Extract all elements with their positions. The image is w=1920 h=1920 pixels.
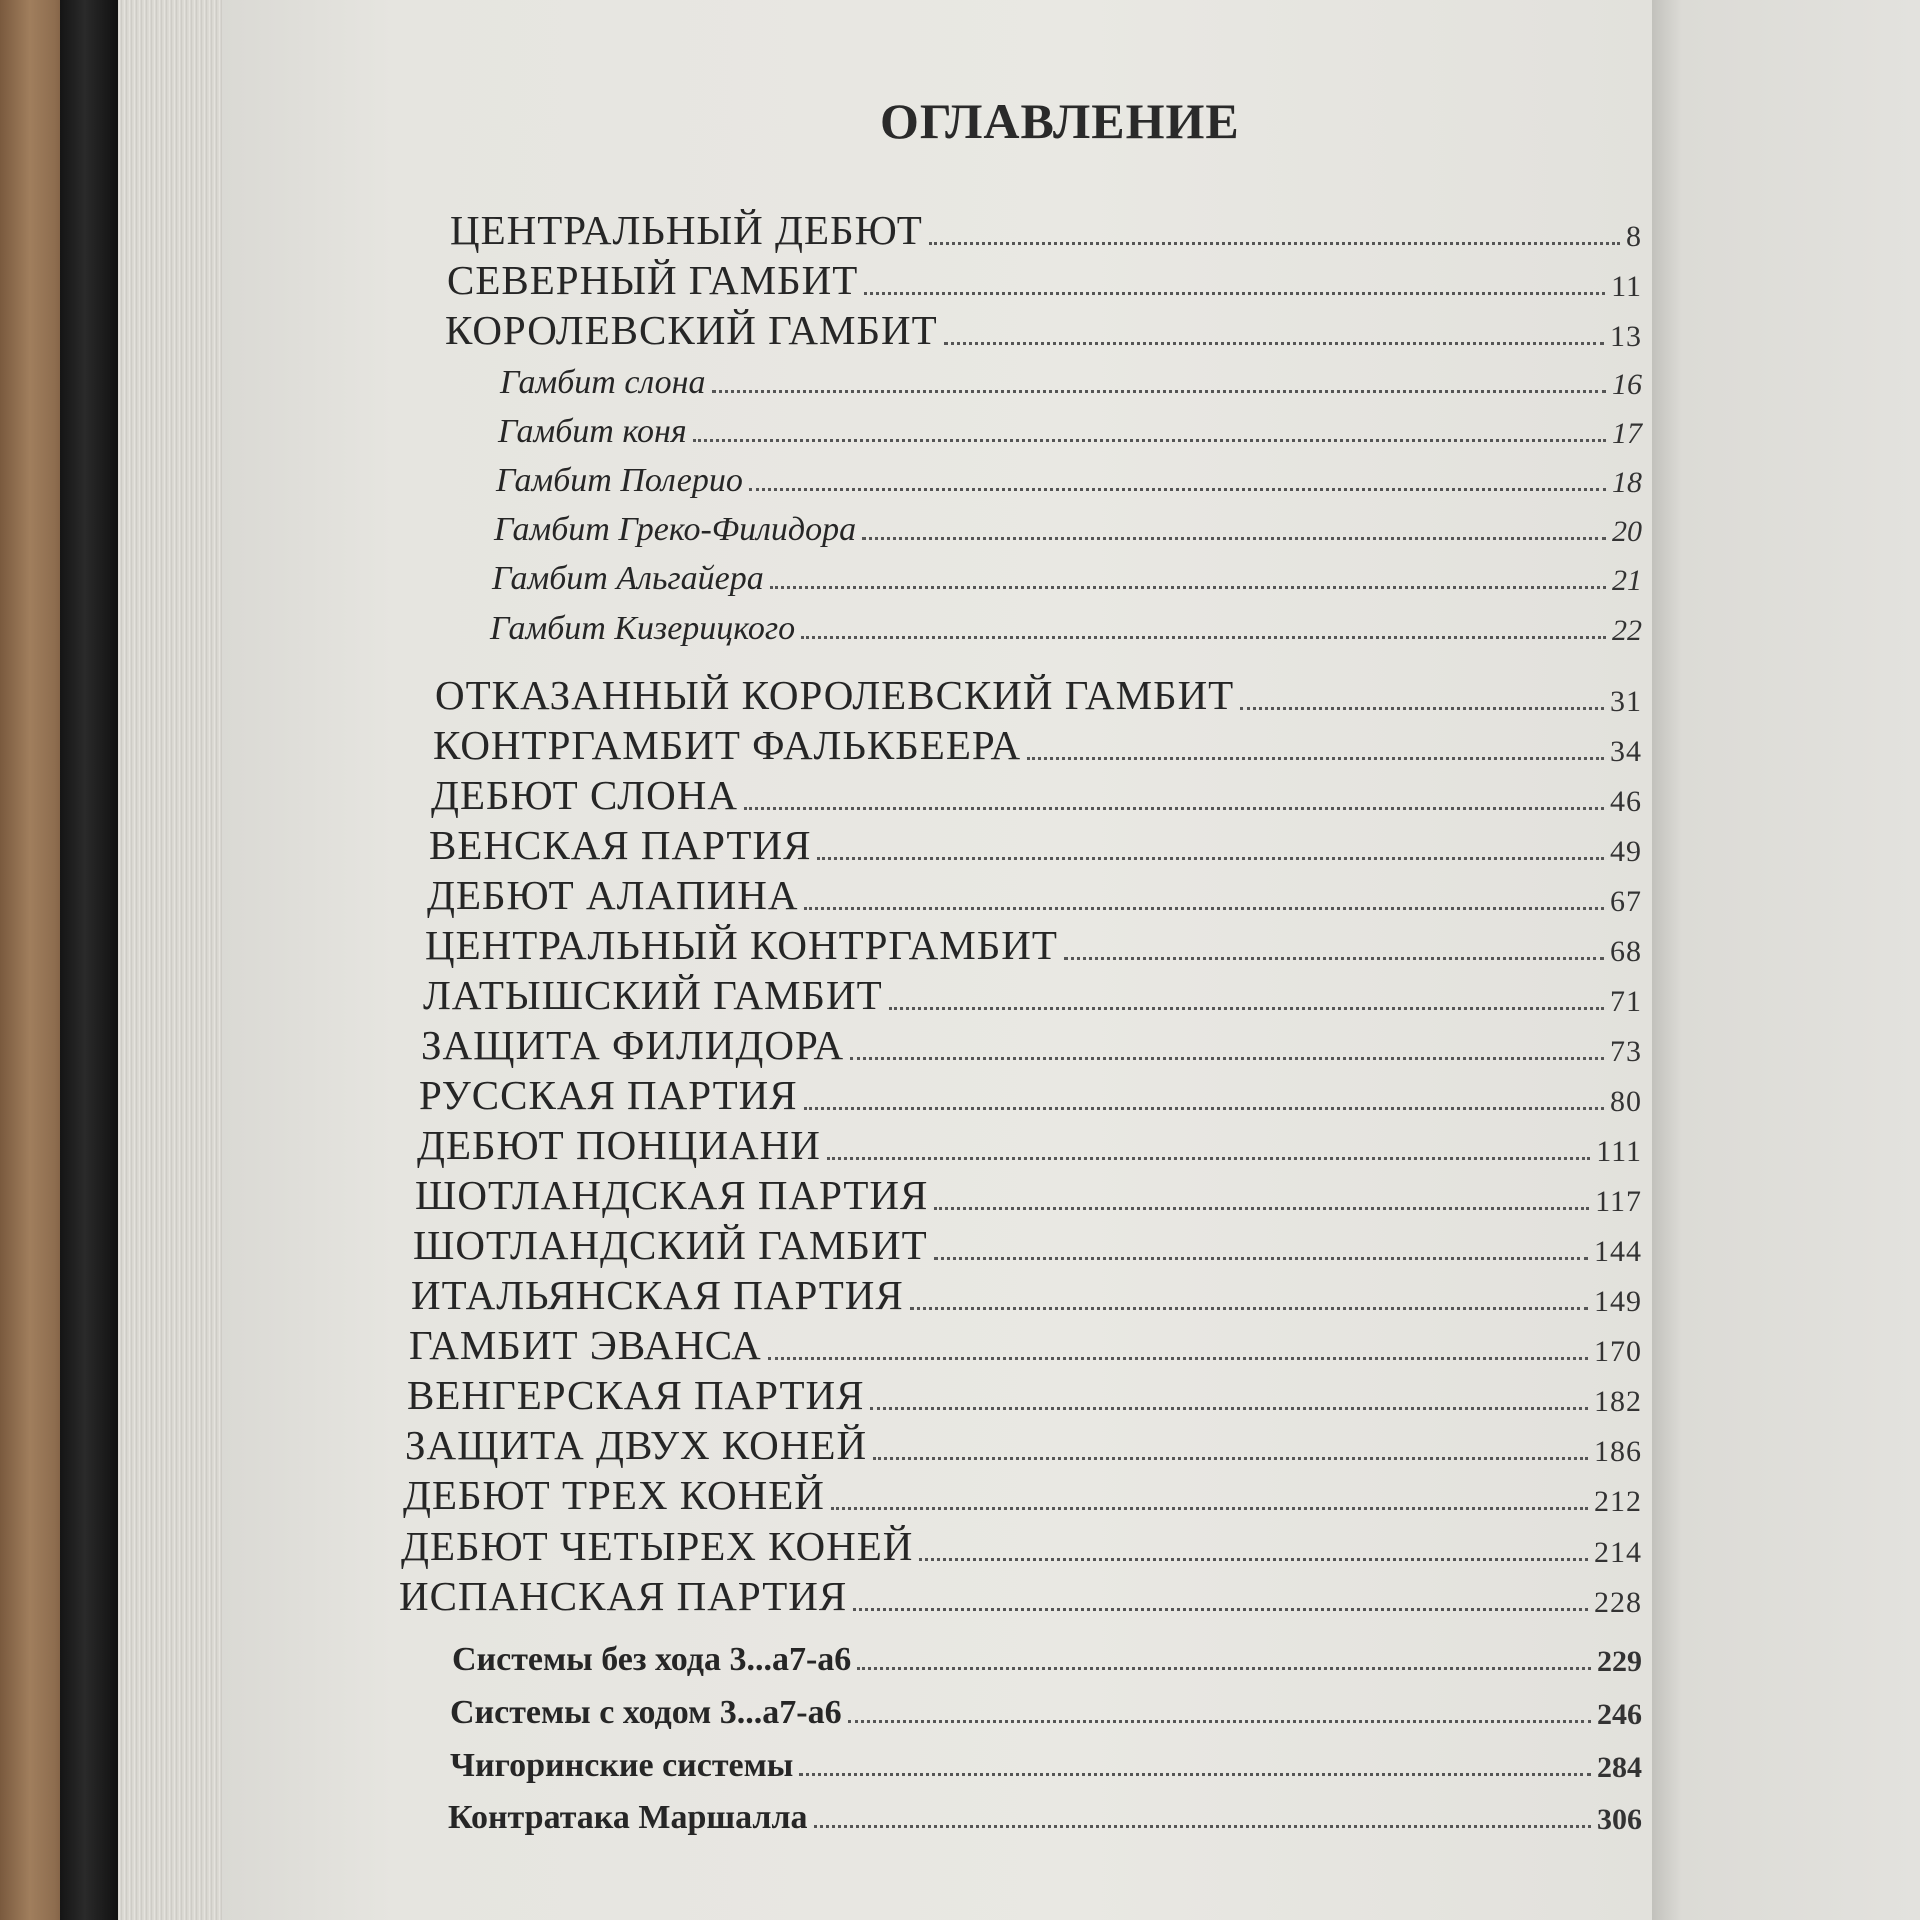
dot-leader xyxy=(889,1007,1604,1010)
toc-entry-title: ДЕБЮТ ТРЕХ КОНЕЙ xyxy=(403,1472,825,1518)
toc-entry xyxy=(450,1680,1642,1732)
toc-entry-page-number: 186 xyxy=(1594,1435,1642,1468)
toc-entry xyxy=(447,252,1642,304)
dot-leader xyxy=(944,342,1604,345)
dot-leader xyxy=(814,1825,1591,1828)
dot-leader xyxy=(770,586,1606,589)
toc-entry xyxy=(431,767,1642,819)
dot-leader xyxy=(853,1608,1588,1611)
toc-entry xyxy=(401,1518,1642,1570)
toc-entry-page-number: 212 xyxy=(1594,1485,1642,1518)
toc-entry-title: ИСПАНСКАЯ ПАРТИЯ xyxy=(399,1573,848,1619)
toc-entry-title: ОТКАЗАННЫЙ КОРОЛЕВСКИЙ ГАМБИТ xyxy=(435,672,1235,718)
toc-entry-title: Гамбит Полерио xyxy=(496,462,743,499)
toc-entry xyxy=(427,867,1642,919)
toc-entry-title: ДЕБЮТ СЛОНА xyxy=(431,772,738,818)
toc-entry-title: СЕВЕРНЫЙ ГАМБИТ xyxy=(447,257,859,303)
dot-leader xyxy=(804,1107,1604,1110)
dot-leader xyxy=(870,1407,1588,1410)
dot-leader xyxy=(744,807,1604,810)
toc-entry xyxy=(492,546,1642,598)
dot-leader xyxy=(862,537,1606,540)
dot-leader xyxy=(848,1720,1591,1723)
toc-entry-page-number: 11 xyxy=(1611,270,1642,303)
dot-leader xyxy=(768,1357,1588,1360)
toc-entry xyxy=(417,1117,1642,1169)
toc-entry xyxy=(429,817,1642,869)
toc-entry xyxy=(494,497,1642,549)
toc-entry-title: ИТАЛЬЯНСКАЯ ПАРТИЯ xyxy=(411,1272,904,1318)
toc-entry-title: Гамбит коня xyxy=(498,413,687,450)
toc-entry-title: Гамбит слона xyxy=(500,364,706,401)
toc-entry xyxy=(500,350,1642,402)
toc-entry-title: ЗАЩИТА ФИЛИДОРА xyxy=(421,1022,845,1068)
page-title: ОГЛАВЛЕНИЕ xyxy=(880,93,1240,149)
toc-entry xyxy=(490,596,1642,648)
toc-entry-title: ШОТЛАНДСКАЯ ПАРТИЯ xyxy=(415,1172,929,1218)
dot-leader xyxy=(1027,757,1604,760)
toc-entry-title: КОРОЛЕВСКИЙ ГАМБИТ xyxy=(445,307,938,353)
toc-entry-page-number: 18 xyxy=(1612,466,1642,499)
toc-entry-title: ЦЕНТРАЛЬНЫЙ ДЕБЮТ xyxy=(450,207,923,253)
toc-entry-page-number: 16 xyxy=(1612,368,1642,401)
toc-entry-title: РУССКАЯ ПАРТИЯ xyxy=(419,1072,798,1118)
toc-entry xyxy=(445,302,1642,354)
dot-leader xyxy=(873,1457,1588,1460)
toc-entry-page-number: 144 xyxy=(1594,1235,1642,1268)
toc-entry xyxy=(405,1417,1642,1469)
toc-entry xyxy=(450,1733,1642,1785)
toc-entry-title: ДЕБЮТ ЧЕТЫРЕХ КОНЕЙ xyxy=(401,1523,914,1569)
dot-leader xyxy=(827,1157,1590,1160)
toc-entry-page-number: 306 xyxy=(1597,1803,1642,1836)
toc-entry-page-number: 246 xyxy=(1597,1698,1642,1731)
dot-leader xyxy=(850,1057,1604,1060)
dot-leader xyxy=(712,390,1606,393)
toc-entry-page-number: 284 xyxy=(1597,1751,1642,1784)
toc-entry-page-number: 170 xyxy=(1594,1335,1642,1368)
toc-entry-title: Гамбит Кизерицкого xyxy=(490,610,796,647)
toc-entry-title: Чигоринские системы xyxy=(450,1747,794,1784)
dot-leader xyxy=(749,488,1606,491)
dot-leader xyxy=(929,242,1620,245)
dot-leader xyxy=(801,636,1606,639)
toc-entry-page-number: 22 xyxy=(1612,614,1642,647)
toc-entry-page-number: 21 xyxy=(1612,564,1642,597)
toc-entry-page-number: 13 xyxy=(1610,320,1642,353)
toc-entry xyxy=(419,1067,1642,1119)
dot-leader xyxy=(910,1307,1588,1310)
toc-entry-title: Гамбит Греко-Филидора xyxy=(494,511,857,548)
toc-entry-title: Гамбит Альгайера xyxy=(492,560,764,597)
toc-entry xyxy=(403,1467,1642,1519)
toc-entry-page-number: 67 xyxy=(1610,885,1642,918)
toc-entry xyxy=(498,399,1642,451)
toc-entry-page-number: 228 xyxy=(1594,1586,1642,1619)
dot-leader xyxy=(864,292,1605,295)
toc-entry-title: Контратака Маршалла xyxy=(448,1799,808,1836)
dot-leader xyxy=(804,907,1604,910)
toc-entry xyxy=(399,1568,1642,1620)
toc-entry-page-number: 49 xyxy=(1610,835,1642,868)
dot-leader xyxy=(831,1507,1588,1510)
toc-entry xyxy=(496,448,1642,500)
toc-entry-page-number: 17 xyxy=(1612,417,1642,450)
toc-entry-page-number: 68 xyxy=(1610,935,1642,968)
toc-entry xyxy=(435,667,1642,719)
toc-entry-title: Системы с ходом 3...а7-а6 xyxy=(450,1694,842,1731)
toc-entry-page-number: 71 xyxy=(1610,985,1642,1018)
toc-entry xyxy=(433,717,1642,769)
toc-entry xyxy=(450,202,1642,254)
toc-entry xyxy=(415,1167,1642,1219)
toc-entry xyxy=(411,1267,1642,1319)
toc-entry xyxy=(448,1785,1642,1837)
toc-entry-title: ДЕБЮТ ПОНЦИАНИ xyxy=(417,1122,821,1168)
toc-entry xyxy=(407,1367,1642,1419)
dot-leader xyxy=(799,1773,1591,1776)
toc-entry-title: ЦЕНТРАЛЬНЫЙ КОНТРГАМБИТ xyxy=(425,922,1058,968)
dot-leader xyxy=(1064,957,1604,960)
toc-entry-page-number: 182 xyxy=(1594,1385,1642,1418)
toc-entry-page-number: 229 xyxy=(1597,1645,1642,1678)
toc-entry xyxy=(421,1017,1642,1069)
toc-entry-title: ГАМБИТ ЭВАНСА xyxy=(409,1322,762,1368)
toc-entry-title: ВЕНСКАЯ ПАРТИЯ xyxy=(429,822,812,868)
toc-entry-page-number: 46 xyxy=(1610,785,1642,818)
dot-leader xyxy=(934,1257,1588,1260)
dot-leader xyxy=(693,439,1606,442)
dot-leader xyxy=(919,1558,1588,1561)
toc-entry-page-number: 111 xyxy=(1596,1135,1642,1168)
dot-leader xyxy=(857,1667,1591,1670)
toc-entry-page-number: 80 xyxy=(1610,1085,1642,1118)
toc-entry-page-number: 214 xyxy=(1594,1536,1642,1569)
dot-leader xyxy=(817,857,1604,860)
dot-leader xyxy=(1240,707,1604,710)
toc-entry-title: ВЕНГЕРСКАЯ ПАРТИЯ xyxy=(407,1372,865,1418)
toc-entry-page-number: 8 xyxy=(1626,220,1642,253)
toc-entry-page-number: 20 xyxy=(1612,515,1642,548)
toc-entry-page-number: 149 xyxy=(1594,1285,1642,1318)
toc-entry-title: Системы без хода 3...а7-а6 xyxy=(452,1641,852,1678)
toc-entry-page-number: 34 xyxy=(1610,735,1642,768)
toc-entry xyxy=(409,1317,1642,1369)
dot-leader xyxy=(934,1207,1589,1210)
toc-entry xyxy=(423,967,1642,1019)
toc-entry-title: ЗАЩИТА ДВУХ КОНЕЙ xyxy=(405,1422,868,1468)
toc-entry-title: ЛАТЫШСКИЙ ГАМБИТ xyxy=(423,972,883,1018)
toc-entry xyxy=(425,917,1642,969)
toc-entry-page-number: 31 xyxy=(1610,685,1642,718)
toc-entry-page-number: 73 xyxy=(1610,1035,1642,1068)
toc-entry-title: ДЕБЮТ АЛАПИНА xyxy=(427,872,799,918)
toc-entry-title: ШОТЛАНДСКИЙ ГАМБИТ xyxy=(413,1222,928,1268)
toc-entry xyxy=(413,1217,1642,1269)
toc-entry-page-number: 117 xyxy=(1595,1185,1642,1218)
toc-entry xyxy=(452,1627,1642,1679)
toc-entry-title: КОНТРГАМБИТ ФАЛЬКБЕЕРА xyxy=(433,722,1022,768)
